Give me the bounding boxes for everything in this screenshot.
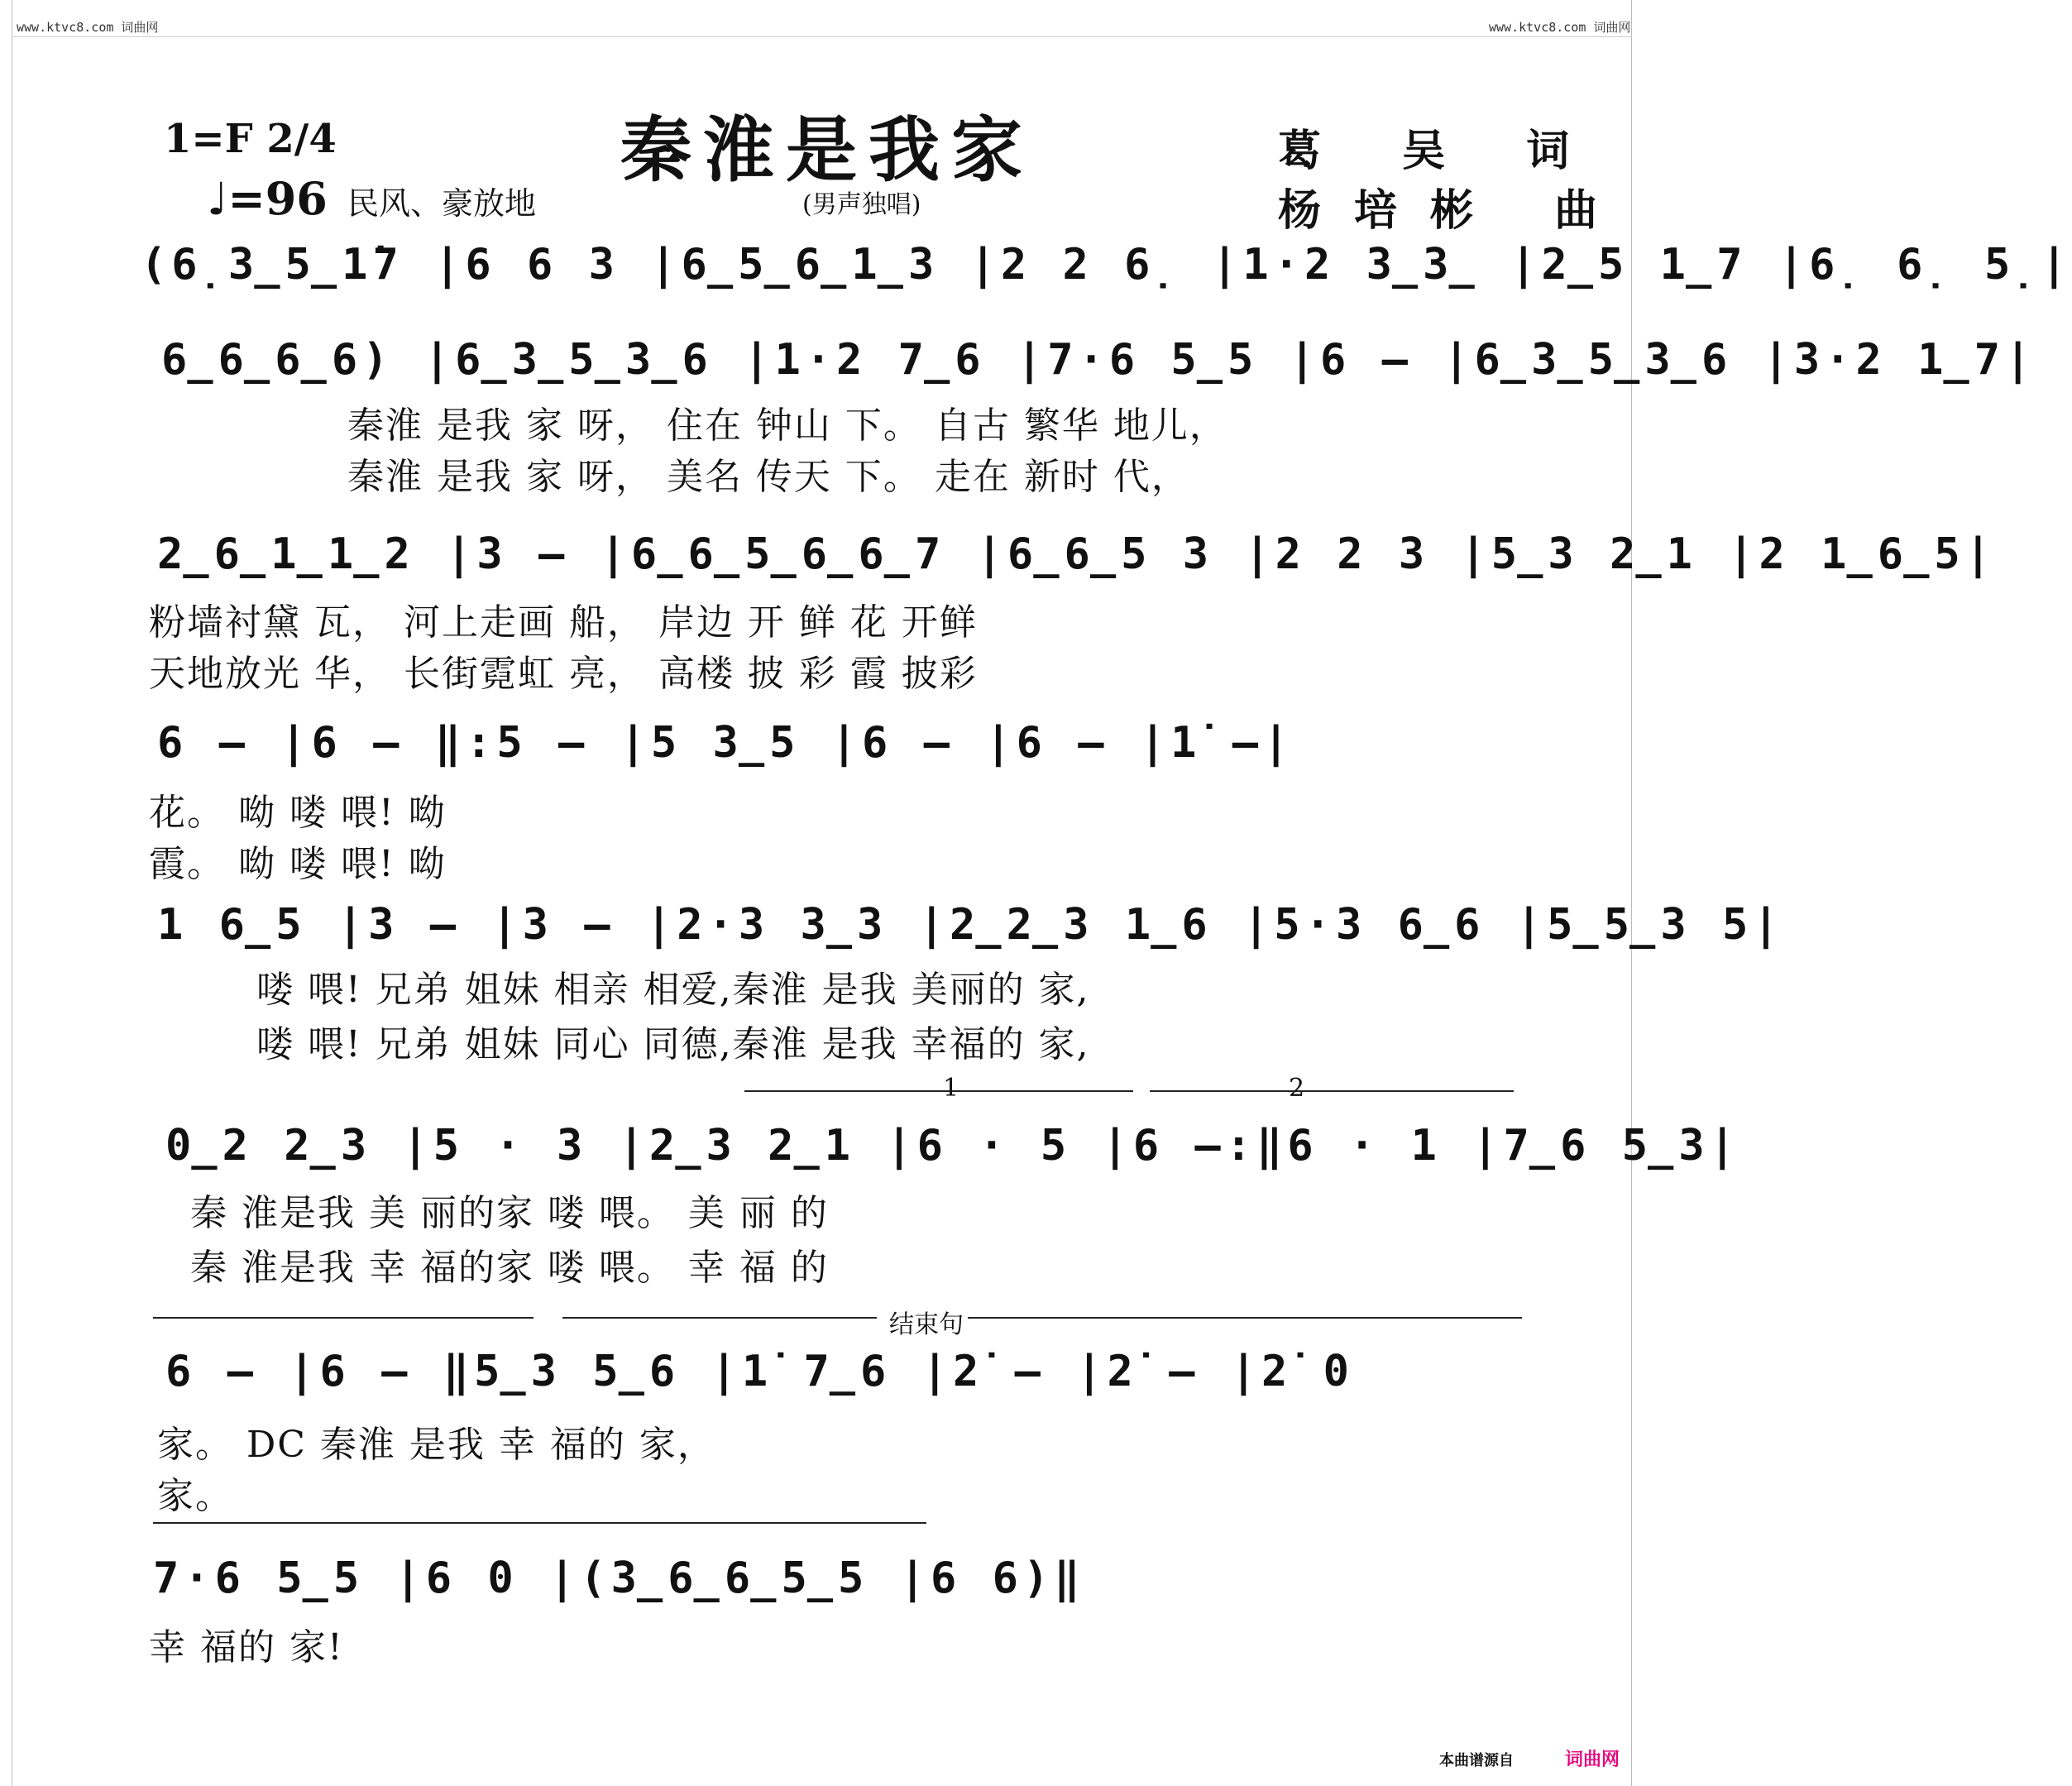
lyric-line-2-verse-1: 秦淮 是我 家 呀， 住在 钟山 下。 自古 繁华 地儿， xyxy=(347,405,1227,447)
watermark-right: www.ktvc8.com 词曲网 xyxy=(1489,20,1631,35)
lyric-line-7-verse-2: 家。 xyxy=(157,1475,233,1517)
ending-bracket-mid xyxy=(562,1317,877,1319)
footer-site-link[interactable]: 词曲网 xyxy=(1565,1750,1620,1770)
score-line-6: 0̲2 2̲3 |5 · 3 |2̲3 2̲1 |6 · 5 |6 —:‖6 · 1 |7̲6 5̲3| xyxy=(165,1121,1740,1171)
volta-1-label: 1 xyxy=(943,1074,959,1103)
score-line-2: 6̲6̲6̲6) |6̲3̲5̲3̲6 |1·2 7̲6 |7·6 5̲5 |6 — |6̲3̲5̲3̲6 |3·2 1̲7| xyxy=(161,335,2036,385)
composer-credit: 杨培彬 曲 xyxy=(1278,185,1631,236)
top-rule xyxy=(12,36,1632,37)
coda-label: 结束句 xyxy=(889,1310,964,1339)
lyric-line-5-verse-1: 喽 喂! 兄弟 姐妹 相亲 相爱,秦淮 是我 美丽的 家, xyxy=(256,969,1090,1011)
ending-bracket-right xyxy=(968,1317,1522,1319)
lyricist-credit: 葛 吴 词 xyxy=(1278,126,1603,176)
volta-2-label: 2 xyxy=(1289,1074,1305,1103)
score-line-8: 7·6 5̲5 |6 0 |(3̲6̲6̲5̲5 |6 6)‖ xyxy=(153,1554,1085,1603)
lyric-line-6-verse-1: 秦 淮是我 美 丽的家 喽 喂。 美 丽 的 xyxy=(190,1192,829,1234)
performance-note: (男声独唱) xyxy=(802,190,921,219)
song-title: 秦淮是我家 xyxy=(620,108,1034,192)
lyric-line-4-verse-2: 霞。 呦 喽 喂! 呦 xyxy=(149,843,447,885)
score-line-5: 1 6̲5 |3 — |3 — |2·3 3̲3 |2̲2̲3 1̲6 |5·3 6̲6 |5̲5̲3 5| xyxy=(157,900,1784,950)
score-line-4: 6 — |6 — ‖:5 — |5 3̲5 |6 — |6 — |1̇ —| xyxy=(157,718,1294,768)
style-marking: 民风、豪放地 xyxy=(347,185,537,222)
key-signature: 1=F 2/4 xyxy=(164,116,337,162)
score-line-7: 6 — |6 — ‖5̲3 5̲6 |1̇ 7̲6 |2̇ — |2̇ — |2̇ 0 xyxy=(165,1347,1354,1396)
ending-bracket-left xyxy=(153,1317,534,1319)
footer-source-label: 本曲谱源自 xyxy=(1439,1752,1514,1769)
lyric-line-5-verse-2: 喽 喂! 兄弟 姐妹 同心 同德,秦淮 是我 幸福的 家, xyxy=(256,1023,1090,1065)
volta-bracket-2 xyxy=(1150,1090,1514,1092)
lyric-line-8-verse-1: 幸 福的 家! xyxy=(149,1626,344,1669)
lyric-line-3-verse-1: 粉墙衬黛 瓦， 河上走画 船， 岸边 开 鲜 花 开鲜 xyxy=(149,601,978,644)
final-phrase-bracket xyxy=(153,1522,926,1524)
score-line-3: 2̲6̲1̲1̲2 |3 — |6̲6̲5̲6̲6̲7 |6̲6̲5 3 |2 2 3 |5̲3 2̲1 |2 1̲6̲5| xyxy=(157,529,1997,579)
lyric-line-6-verse-2: 秦 淮是我 幸 福的家 喽 喂。 幸 福 的 xyxy=(190,1247,829,1289)
watermark-left: www.ktvc8.com 词曲网 xyxy=(17,20,159,35)
lyric-line-4-verse-1: 花。 呦 喽 喂! 呦 xyxy=(149,792,447,834)
left-margin-strip xyxy=(0,0,12,1786)
lyric-line-7-verse-1: 家。 DC 秦淮 是我 幸 福的 家， xyxy=(157,1424,715,1466)
tempo-mark: ♩=96 xyxy=(207,172,328,225)
lyric-line-3-verse-2: 天地放光 华， 长街霓虹 亮， 高楼 披 彩 霞 披彩 xyxy=(149,653,978,695)
lyric-line-2-verse-2: 秦淮 是我 家 呀， 美名 传天 下。 走在 新时 代， xyxy=(347,456,1189,498)
volta-bracket-1 xyxy=(744,1090,1133,1092)
score-line-1: (6̣3̲5̲1̇7 |6 6 3 |6̲5̲6̲1̲3 |2 2 6̣ |1·2 3̲3̲ |2̲5 1̲7 |6̣ 6̣ 5̣| xyxy=(141,240,2072,290)
